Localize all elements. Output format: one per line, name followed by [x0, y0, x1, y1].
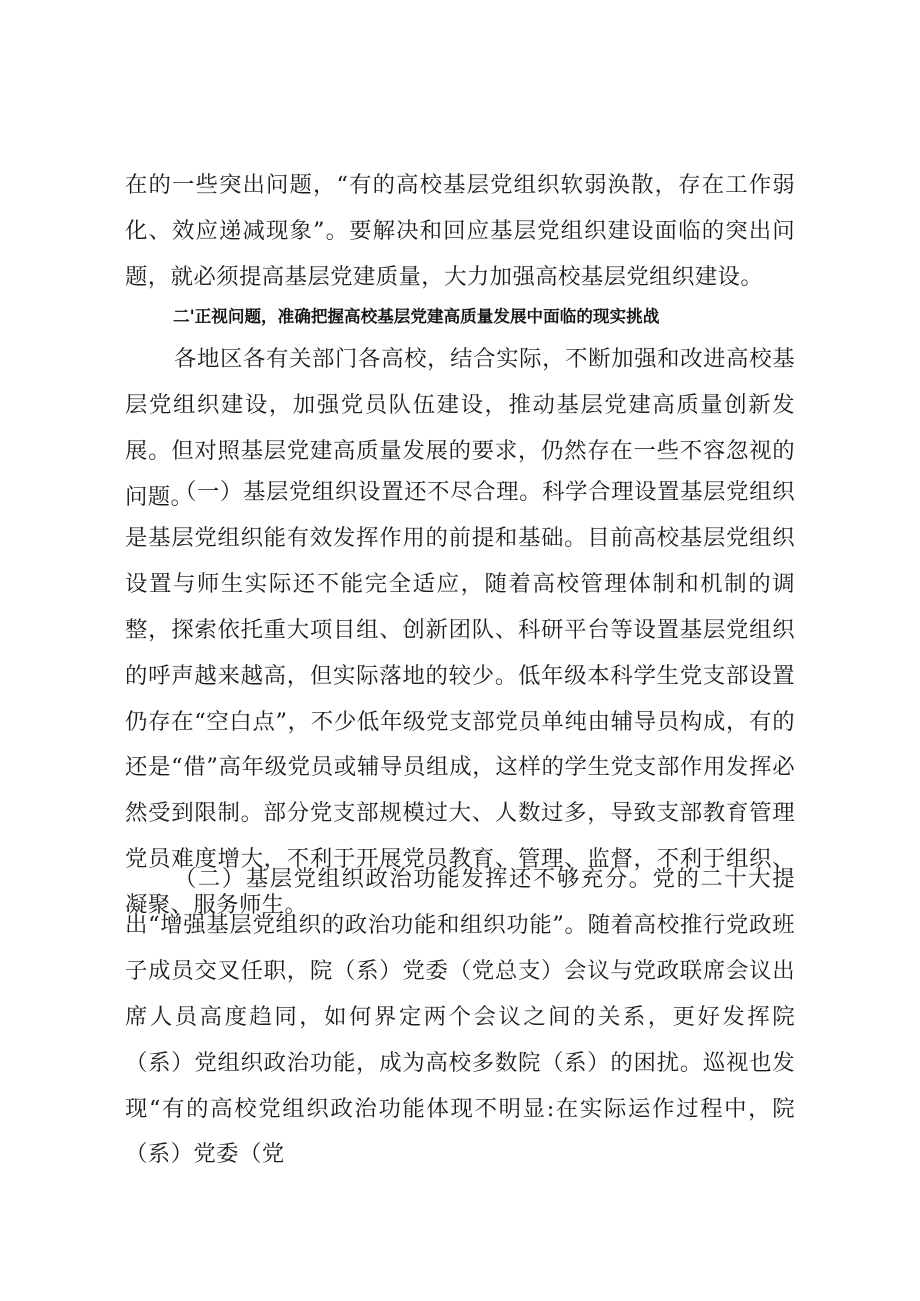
paragraph-intro: 各地区各有关部门各高校，结合实际，不断加强和改进高校基层党组织建设，加强党员队伍建设，推动基层党建高质量创新发展。但对照基层党建高质量发展的要求，仍然存在一些不容忽视的问题。: [125, 346, 795, 510]
paragraph-continued: 在的一些突出问题，“有的高校基层党组织软弱涣散，存在工作弱化、效应递减现象”。要解决和回应基层党组织建设面临的突出问题，就必须提高基层党建质量，大力加强高校基层党组织建设。: [125, 172, 795, 290]
section-heading: 二'正视问题，准确把握高校基层党建高质量发展中面临的现实挑战: [173, 307, 660, 326]
paragraph-point-one: （一）基层党组织设置还不尽合理。科学合理设置基层党组织是基层党组织能有效发挥作用的前提和基础。目前高校基层党组织设置与师生实际还不能完全适应，随着高校管理体制和机制的调整，探索依托重大项目组、创新团队、科研平台等设置基层党组织的呼声越来越高，但实际落地的较少。低年级本科学生党支部设置仍存在“空白点”，不少低年级党支部党员单纯由辅导员构成，有的还是“借”高年级党员或辅导员组成，这样的学生党支部作用发挥必然受到限制。部分党支部规模过大、人数过多，导致支部教育管理党员难度增大，不利于开展党员教育、管理、监督，不利于组织、凝聚、服务师生。: [125, 479, 795, 919]
paragraph-point-two: （二）基层党组织政治功能发挥还不够充分。党的二十大提出“增强基层党组织的政治功能和组织功能”。随着高校推行党政班子成员交叉任职，院（系）党委（党总支）会议与党政联席会议出席人员高度趋同，如何界定两个会议之间的关系，更好发挥院（系）党组织政治功能，成为高校多数院（系）的困扰。巡视也发现“有的高校党组织政治功能体现不明显:在实际运作过程中，院（系）党委（党: [125, 866, 795, 1168]
